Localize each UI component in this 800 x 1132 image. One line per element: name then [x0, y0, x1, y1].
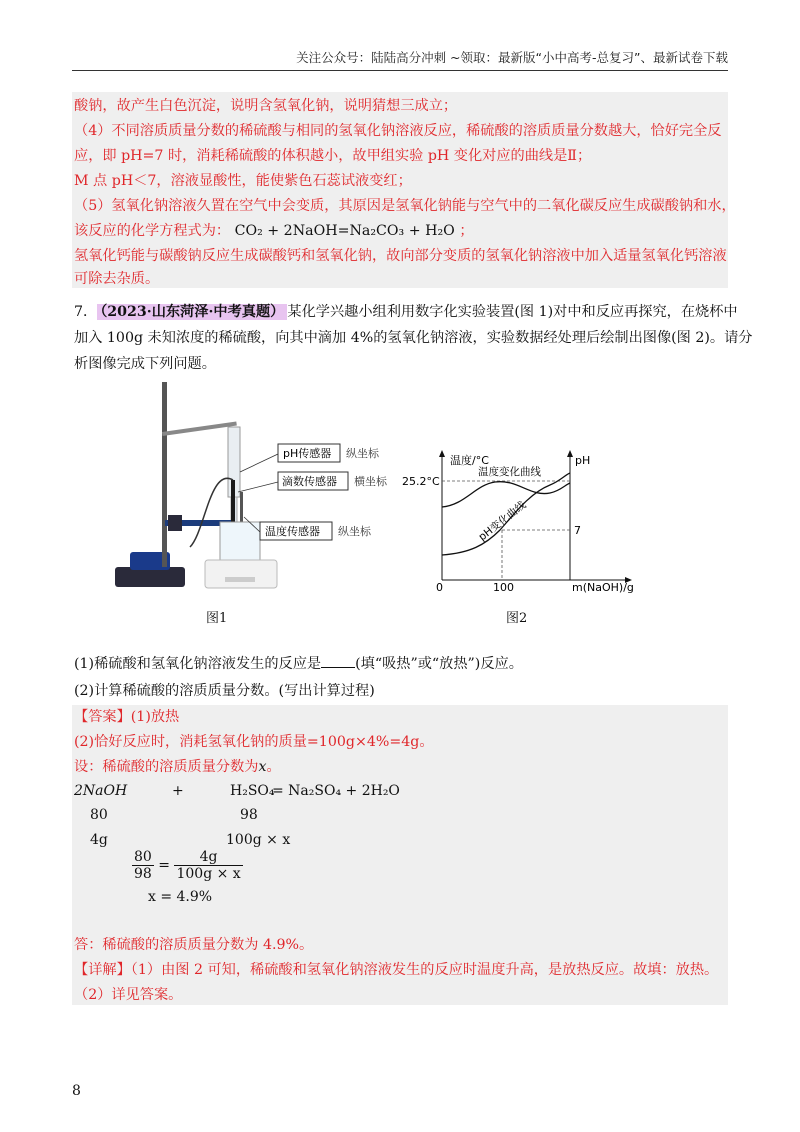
answer-blank — [321, 655, 355, 668]
stand-rod — [162, 382, 167, 567]
ph-sensor-label: pH传感器 — [283, 447, 332, 460]
fraction-right — [174, 849, 242, 882]
answer-label: 【答案】 — [74, 709, 131, 725]
subquestion-2: (2)计算稀硫酸的溶质质量分数。(写出计算过程) — [74, 683, 375, 699]
mass-naoh: 4g — [90, 832, 108, 848]
fraction-right-den: 100g × x — [176, 866, 241, 882]
prev-answer-line-7: 氢氧化钙能与碳酸钠反应生成碳酸钙和氢氧化钠，故向部分变质的氢氧化钠溶液中加入适量氢氧化钙溶液 — [74, 248, 727, 264]
question-line-2: 加入 100g 未知浓度的稀硫酸，向其中滴加 4%的氢氧化钠溶液，实验数据经处理后绘制出图像(图 2)。请分 — [74, 330, 753, 346]
fraction-left-num: 80 — [134, 849, 152, 865]
subquestion-1 — [74, 653, 523, 673]
y-axis-left-arrow — [439, 450, 445, 457]
equation-suffix: ； — [459, 223, 474, 239]
page-number: 8 — [72, 1083, 81, 1099]
assumption-text: 设：稀硫酸的溶质质量分数为 — [74, 759, 259, 775]
molar-mass-h2so4: 98 — [240, 807, 258, 823]
eq-plus: + — [172, 783, 184, 799]
stirrer-label — [225, 577, 255, 582]
question-source-tag: （2023·山东菏泽·中考真题） — [97, 304, 287, 320]
fraction-right-num: 4g — [174, 849, 242, 866]
origin-label: 0 — [436, 581, 443, 594]
prev-answer-line-5: （5）氢氧化钠溶液久置在空气中会变质，其原因是氢氧化钠能与空气中的二氧化碳反应生成碳酸钠和水， — [74, 198, 736, 214]
ph-tick-label: 7 — [574, 524, 581, 537]
assumption-end: 。 — [266, 759, 281, 775]
header-divider — [72, 70, 728, 71]
temperature-curve-label: 温度变化曲线 — [478, 466, 541, 478]
drop-sensor-label: 滴数传感器 — [282, 475, 337, 488]
temp-axis-role: 纵坐标 — [338, 525, 371, 538]
proportion-equation — [132, 849, 243, 882]
prev-answer-line-3: 应，即 pH=7 时，消耗稀硫酸的体积越小，故甲组实验 pH 变化对应的曲线是Ⅱ； — [74, 148, 592, 164]
prev-answer-line-6 — [74, 223, 474, 240]
question-number: 7． — [74, 304, 98, 320]
y-left-axis-label: 温度/°C — [450, 454, 489, 467]
figure-2-caption: 图2 — [506, 611, 528, 626]
equation-prefix: 该反应的化学方程式为： — [74, 223, 231, 239]
prev-answer-line-4: M 点 pH＜7，溶液显酸性，能使紫色石蕊试液变红； — [74, 173, 412, 189]
assumption-variable: x — [258, 759, 267, 775]
magnetic-stirrer — [205, 560, 277, 588]
y-axis-right-arrow — [567, 450, 573, 457]
subquestion-1-text: (1)稀硫酸和氢氧化钠溶液发生的反应是 — [74, 656, 322, 672]
subquestion-1-hint: (填“吸热”或“放热”)反应。 — [355, 656, 523, 672]
ph-curve-label: pH变化曲线 — [476, 499, 529, 544]
temperature-curve — [442, 482, 570, 507]
detail-1: （1）由图 2 可知，稀硫酸和氢氧化钠溶液发生的反应时温度升高，是放热反应。故填：放热。 — [130, 962, 719, 978]
answer-line-3 — [74, 759, 281, 776]
eq-h2so4: H₂SO₄ — [230, 783, 275, 799]
eq-products: = Na₂SO₄ + 2H₂O — [272, 783, 400, 799]
prev-answer-line-2: （4）不同溶质质量分数的稀硫酸与相同的氢氧化钠溶液反应，稀硫酸的溶质质量分数越大，恰好完全反 — [74, 123, 722, 139]
fraction-left — [132, 849, 154, 882]
figure-2-graph — [400, 445, 640, 595]
answer-line-2: (2)恰好反应时，消耗氢氧化钠的质量=100g×4%=4g。 — [74, 734, 434, 750]
clamp-arm-top — [162, 422, 237, 436]
pointer-ph — [240, 454, 278, 472]
figure-1-apparatus — [110, 372, 400, 602]
result: x = 4.9% — [148, 889, 213, 905]
temp-sensor-label: 温度传感器 — [265, 525, 320, 538]
question-text-1: 某化学兴趣小组利用数字化实验装置(图 1)对中和反应再探究，在烧杯中 — [287, 304, 738, 320]
temp-tick-label: 25.2°C — [402, 475, 440, 488]
answer-line-1 — [74, 709, 179, 726]
drop-axis-role: 横坐标 — [354, 475, 387, 488]
beaker — [220, 522, 260, 562]
conclusion: 答：稀硫酸的溶质质量分数为 4.9%。 — [74, 937, 314, 953]
figure-1-caption: 图1 — [206, 611, 228, 626]
equals-sign: = — [158, 857, 171, 874]
pointer-drop — [238, 482, 278, 492]
answer-1: (1)放热 — [130, 709, 180, 725]
page-header: 关注公众号：陆陆高分冲刺 ~领取：最新版“小中高考-总复习”、最新试卷下载 — [296, 50, 728, 65]
detail-line-2: （2）详见答案。 — [74, 987, 183, 1003]
ph-axis-role: 纵坐标 — [346, 447, 379, 460]
detail-label: 【详解】 — [74, 962, 131, 978]
mass-h2so4: 100g × x — [226, 832, 291, 848]
question-line-1 — [74, 301, 738, 321]
y-right-axis-label: pH — [575, 454, 591, 467]
chemical-equation: CO₂ + 2NaOH=Na₂CO₃ + H₂O — [234, 223, 455, 239]
prev-answer-line-1: 酸钠，故产生白色沉淀，说明含氢氧化钠，说明猜想三成立； — [74, 98, 458, 114]
eq-naoh: 2NaOH — [74, 783, 128, 799]
prev-answer-line-8: 可除去杂质。 — [74, 271, 160, 287]
detail-line-1 — [74, 962, 718, 979]
x-tick-label: 100 — [493, 581, 514, 594]
molar-mass-naoh: 80 — [90, 807, 108, 823]
clamp-knob — [168, 515, 182, 531]
question-line-3: 析图像完成下列问题。 — [74, 356, 216, 372]
fraction-left-den: 98 — [134, 866, 152, 882]
x-axis-label: m(NaOH)/g — [572, 581, 634, 594]
